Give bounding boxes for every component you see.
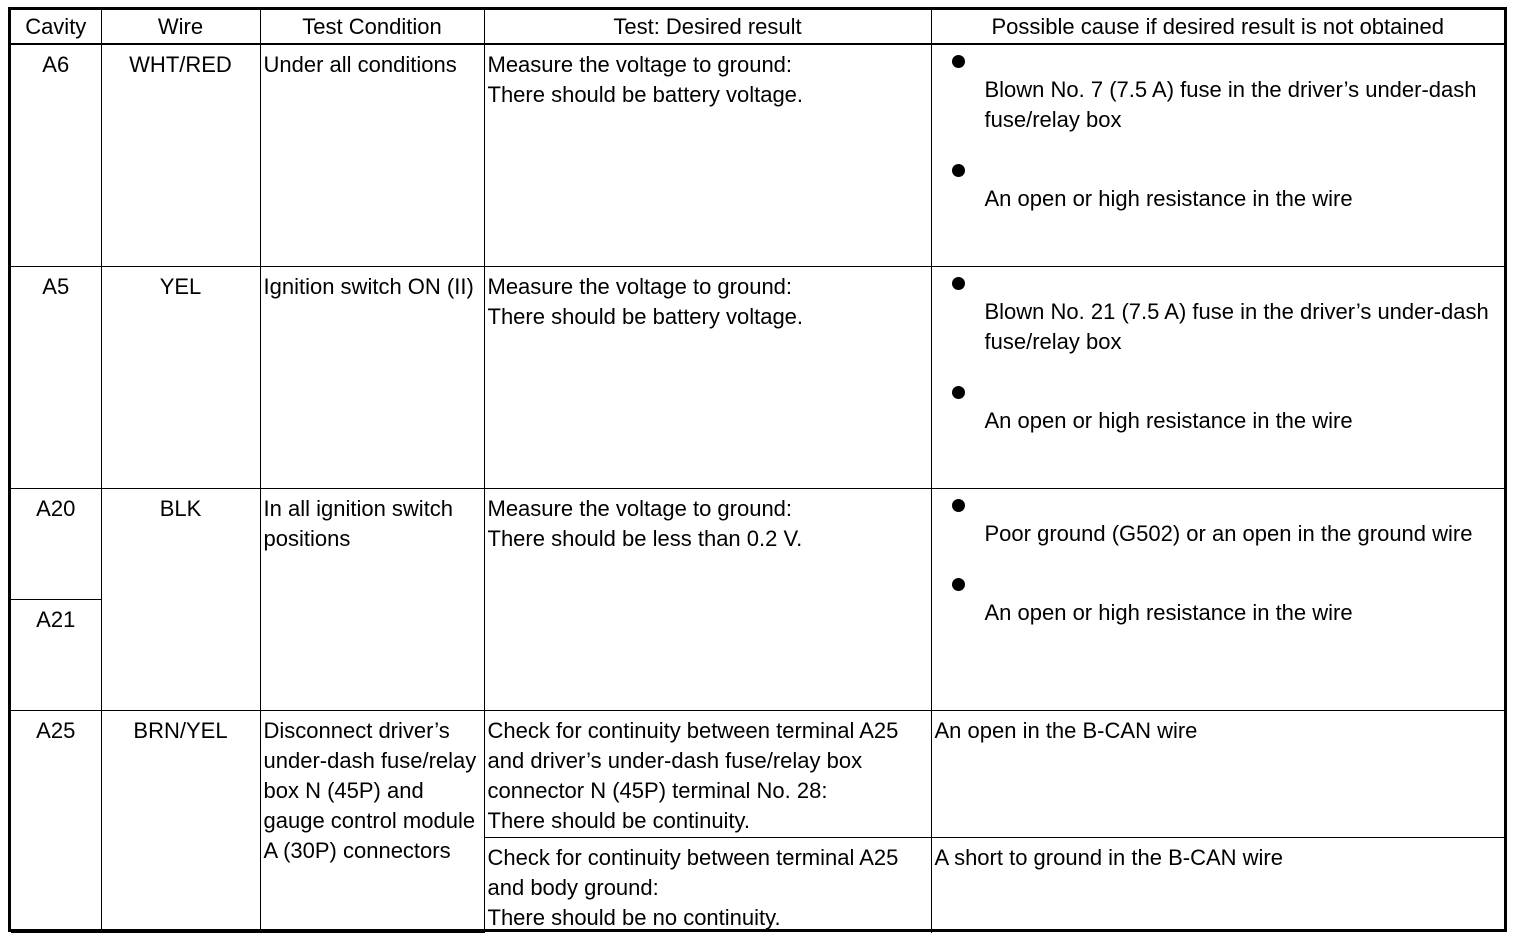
cause-text: Blown No. 7 (7.5 A) fuse in the driver’s under-dash fuse/relay box bbox=[984, 77, 1477, 132]
header-test-condition: Test Condition bbox=[260, 10, 484, 44]
test-instruction: Check for continuity between terminal A25 and driver’s under-dash fuse/relay box connector N (45P) terminal No. 28: bbox=[487, 717, 899, 803]
test-expected: There should be battery voltage. bbox=[487, 82, 804, 107]
wire-cell: WHT/RED bbox=[101, 44, 260, 266]
test-expected: There should be continuity. bbox=[487, 807, 751, 833]
wire-cell: BRN/YEL bbox=[101, 710, 260, 933]
cavity-cell: A6 bbox=[11, 44, 101, 266]
cause-item bbox=[952, 494, 1505, 549]
wire-cell: YEL bbox=[101, 266, 260, 488]
cause-text: Poor ground (G502) or an open in the ground wire bbox=[984, 520, 1473, 546]
cause-cell bbox=[931, 266, 1504, 488]
cause-item bbox=[952, 573, 1505, 628]
header-wire: Wire bbox=[101, 10, 260, 44]
test-cell bbox=[484, 44, 931, 266]
condition-cell: Disconnect driver’s under-dash fuse/relay box N (45P) and gauge control module A (30P) connectors bbox=[260, 710, 484, 933]
connector-test-table bbox=[11, 10, 1504, 933]
cause-item bbox=[952, 381, 1505, 436]
test-instruction: Measure the voltage to ground: bbox=[487, 495, 793, 521]
table-row bbox=[11, 44, 1504, 266]
bullet-icon bbox=[952, 55, 965, 68]
cause-text: Blown No. 21 (7.5 A) fuse in the driver’s under-dash fuse/relay box bbox=[984, 298, 1489, 354]
cavity-cell: A21 bbox=[11, 599, 101, 710]
test-expected: There should be battery voltage. bbox=[487, 303, 804, 329]
header-test-desired-result: Test: Desired result bbox=[484, 10, 931, 44]
cause-text: An open or high resistance in the wire bbox=[984, 599, 1353, 625]
test-cell bbox=[484, 488, 931, 710]
wire-cell: BLK bbox=[101, 488, 260, 710]
test-instruction: Measure the voltage to ground: bbox=[487, 52, 793, 77]
diagnostic-table-frame bbox=[8, 7, 1507, 932]
cause-item bbox=[952, 159, 1505, 214]
bullet-icon bbox=[952, 164, 965, 177]
table-row bbox=[11, 488, 1504, 599]
cavity-cell: A20 bbox=[11, 488, 101, 599]
test-expected: There should be less than 0.2 V. bbox=[487, 525, 803, 551]
cause-cell bbox=[931, 488, 1504, 710]
cause-text: An open or high resistance in the wire bbox=[984, 186, 1353, 211]
cause-item bbox=[952, 272, 1505, 357]
test-cell bbox=[484, 837, 931, 933]
test-instruction: Measure the voltage to ground: bbox=[487, 273, 793, 299]
header-possible-cause: Possible cause if desired result is not obtained bbox=[931, 10, 1504, 44]
table-header-row bbox=[11, 10, 1504, 44]
table-row bbox=[11, 710, 1504, 837]
cavity-cell: A25 bbox=[11, 710, 101, 933]
header-cavity: Cavity bbox=[11, 10, 101, 44]
test-cell bbox=[484, 710, 931, 837]
condition-cell: Ignition switch ON (II) bbox=[260, 266, 484, 488]
cause-cell: An open in the B-CAN wire bbox=[931, 710, 1504, 837]
cause-cell: A short to ground in the B-CAN wire bbox=[931, 837, 1504, 933]
test-expected: There should be no continuity. bbox=[487, 904, 781, 930]
test-cell bbox=[484, 266, 931, 488]
cause-item bbox=[952, 50, 1505, 135]
condition-cell: Under all conditions bbox=[260, 44, 484, 266]
bullet-icon bbox=[952, 578, 965, 591]
cavity-cell: A5 bbox=[11, 266, 101, 488]
cause-cell bbox=[931, 44, 1504, 266]
test-instruction: Check for continuity between terminal A25 and body ground: bbox=[487, 844, 899, 900]
table-row bbox=[11, 266, 1504, 488]
condition-cell: In all ignition switch positions bbox=[260, 488, 484, 710]
bullet-icon bbox=[952, 386, 965, 399]
bullet-icon bbox=[952, 499, 965, 512]
cause-text: An open or high resistance in the wire bbox=[984, 407, 1353, 433]
bullet-icon bbox=[952, 277, 965, 290]
